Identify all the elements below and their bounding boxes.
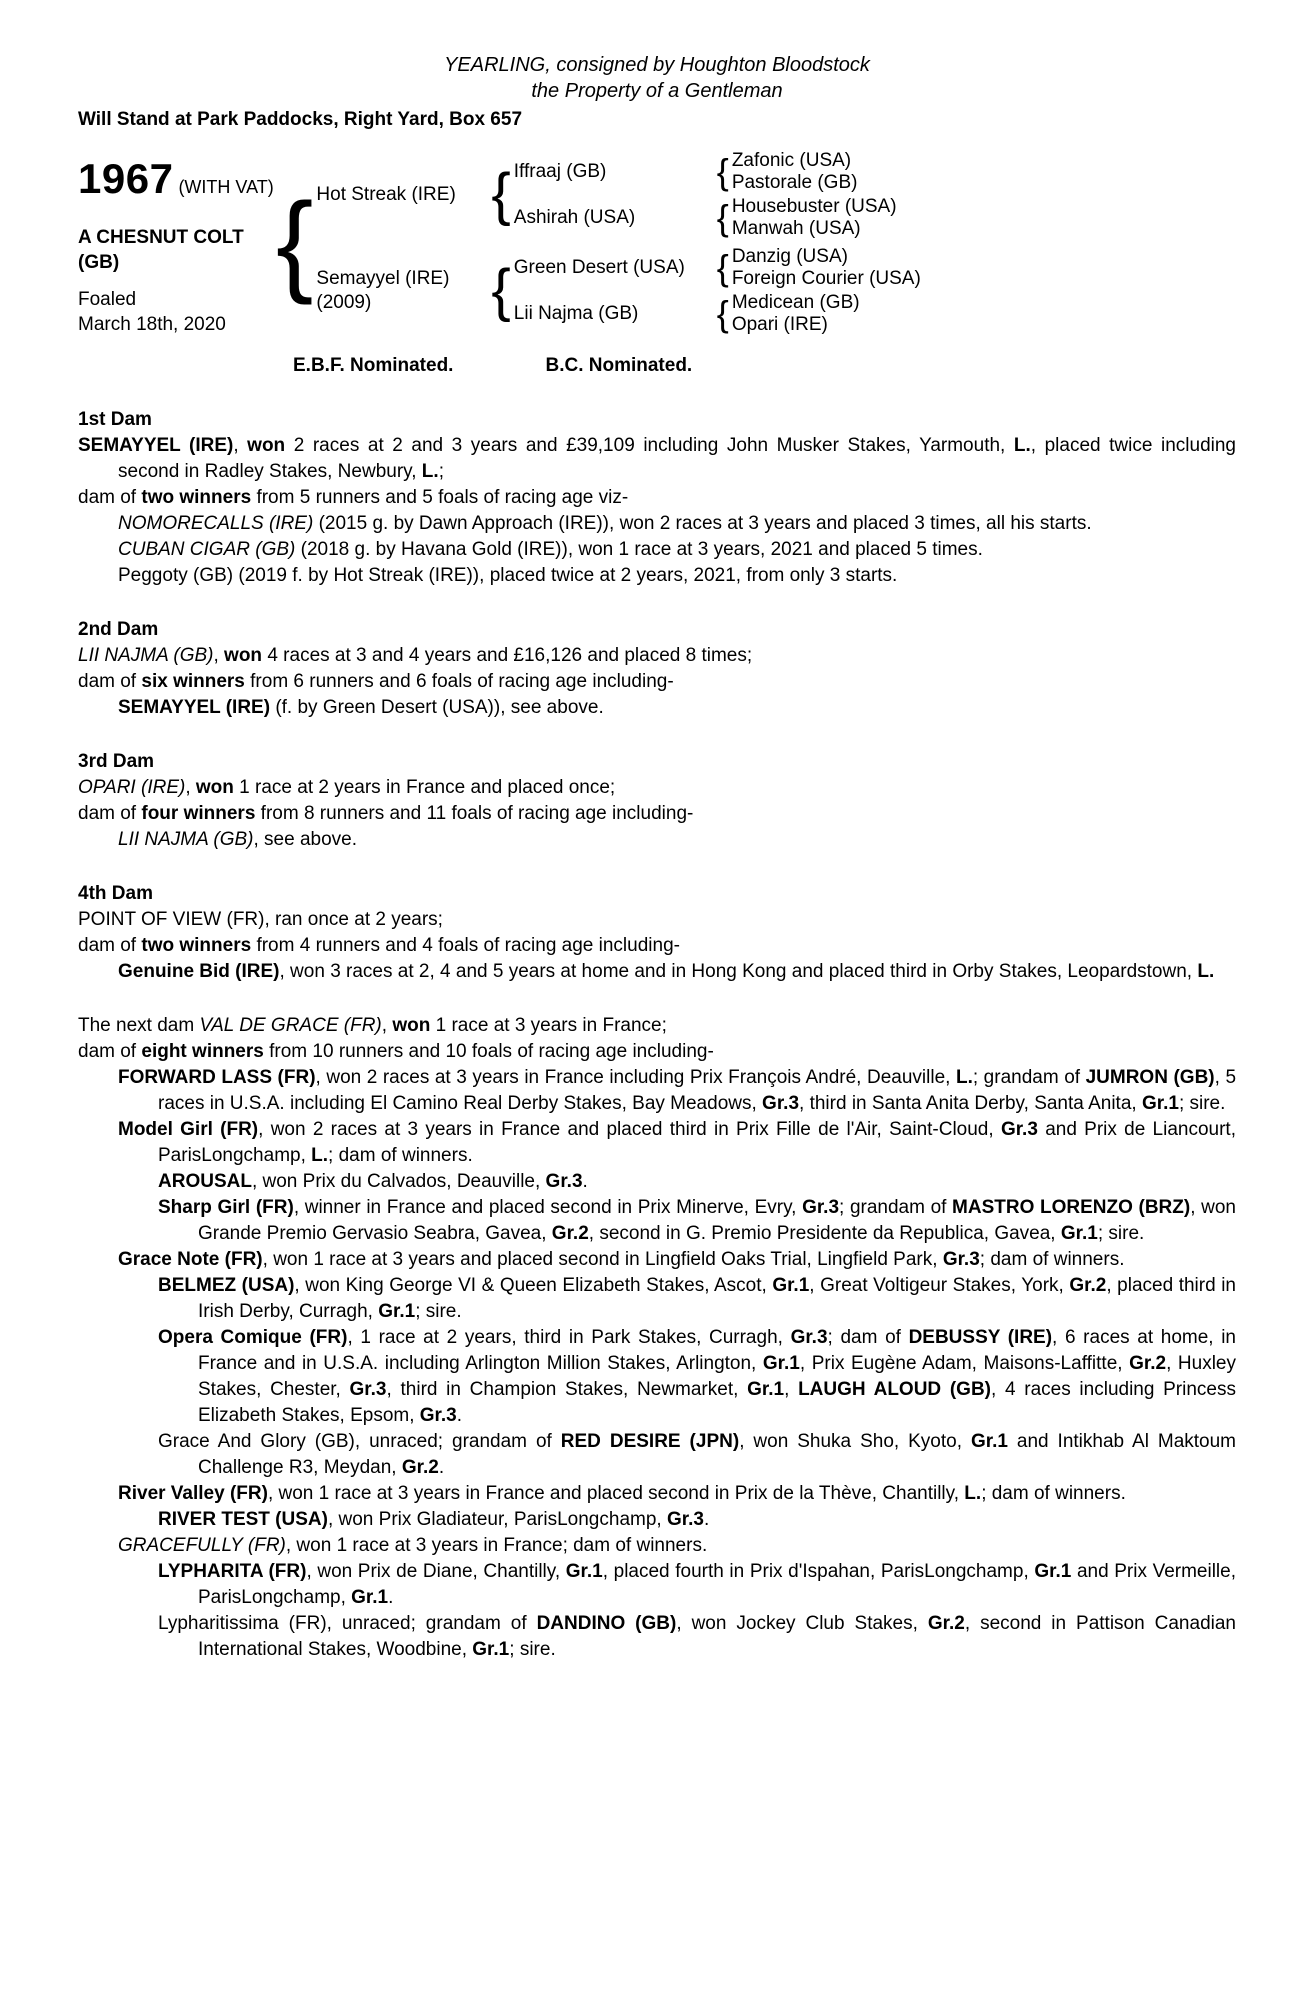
text-segment: , third in Champion Stakes, Newmarket, (386, 1379, 748, 1400)
text-segment: Gr.1 (1141, 1093, 1179, 1114)
sire-name: Hot Streak (IRE) (316, 184, 456, 205)
text-segment: ; grandam of (972, 1067, 1086, 1088)
text-segment: Gr.2 (401, 1457, 439, 1478)
text-segment: eight winners (141, 1041, 264, 1062)
text-segment: Grace And Glory (GB), unraced; grandam of (158, 1431, 561, 1452)
pedigree-paragraph (78, 1429, 1236, 1481)
text-segment: GRACEFULLY (FR) (118, 1535, 286, 1556)
pedigree-paragraph (78, 1247, 1236, 1273)
text-segment: (f. by Green Desert (USA)), see above. (270, 697, 604, 718)
text-segment: BELMEZ (USA) (158, 1275, 295, 1296)
text-segment: , 6 races at home, in France and in U.S.A. including Arlington Million Stakes, Arlington, (198, 1327, 1236, 1374)
sire-dam-name: Ashirah (USA) (513, 207, 636, 228)
text-segment: LII NAJMA (GB) (78, 645, 214, 666)
pedigree-paragraph (78, 959, 1236, 985)
pedigree-paragraph (78, 643, 1236, 669)
text-segment: , Great Voltigeur Stakes, York, (809, 1275, 1070, 1296)
text-segment: , 1 race at 2 years, third in Park Stakes, Curragh, (347, 1327, 791, 1348)
pedigree-paragraph (78, 695, 1236, 721)
pedigree-text (78, 407, 1236, 1663)
foaled-label: Foaled (78, 289, 137, 310)
text-segment: Gr.1 (970, 1431, 1008, 1452)
text-segment: Gr.1 (1060, 1223, 1098, 1244)
text-segment: RED DESIRE (JPN) (560, 1431, 740, 1452)
section-heading: 4th Dam (78, 883, 153, 904)
text-segment: SEMAYYEL (IRE) (78, 435, 234, 456)
text-segment: , Prix Eugène Adam, Maisons-Laffitte, (799, 1353, 1130, 1374)
text-segment: won (195, 777, 234, 798)
text-segment: Gr.1 (378, 1301, 416, 1322)
text-segment: Gr.1 (351, 1587, 389, 1608)
text-segment: Gr.3 (545, 1171, 583, 1192)
consignor-line: YEARLING, consigned by Houghton Bloodstock (444, 54, 870, 76)
dam-section (78, 1013, 1236, 1663)
text-segment: MASTRO LORENZO (BRZ) (952, 1197, 1191, 1218)
dam-sire-sire-name: Danzig (USA) (731, 246, 848, 267)
text-segment: 1 race at 3 years in France; (430, 1015, 667, 1036)
text-segment: , (233, 435, 248, 456)
text-segment: four winners (141, 803, 256, 824)
text-segment: , 4 races including Princess Elizabeth Stakes, Epsom, (198, 1379, 1236, 1426)
text-segment: 4 races at 3 and 4 years and £16,126 and placed 8 times; (262, 645, 753, 666)
text-segment: Gr.1 (565, 1561, 603, 1582)
text-segment: Sharp Girl (FR) (158, 1197, 294, 1218)
text-segment: six winners (141, 671, 245, 692)
text-segment: , 5 races in U.S.A. including El Camino Real Derby Stakes, Bay Meadows, (158, 1067, 1237, 1114)
property-line: the Property of a Gentleman (531, 80, 783, 102)
text-segment: ; dam of winners. (979, 1249, 1125, 1270)
text-segment: , won 3 races at 2, 4 and 5 years at home and in Hong Kong and placed third in Orby Stakes, Leopardstown, (279, 961, 1198, 982)
text-segment: RIVER TEST (USA) (158, 1509, 328, 1530)
text-segment: JUMRON (GB) (1085, 1067, 1215, 1088)
pedigree-paragraph (78, 1481, 1236, 1507)
text-segment: and Prix de Liancourt, ParisLongchamp, (158, 1119, 1236, 1166)
dam-section (78, 617, 1236, 721)
stand-location-line: Will Stand at Park Paddocks, Right Yard, Box 657 (78, 109, 523, 130)
ebf-nominated: E.B.F. Nominated. (293, 355, 454, 376)
text-segment: Gr.2 (1069, 1275, 1107, 1296)
text-segment: dam of (78, 935, 142, 956)
text-segment: , placed fourth in Prix d'Ispahan, ParisLongchamp, (602, 1561, 1035, 1582)
text-segment: ; dam of winners. (328, 1145, 473, 1166)
pedigree-paragraph (78, 801, 1236, 827)
text-segment: L. (311, 1145, 329, 1166)
text-segment: Gr.2 (927, 1613, 965, 1634)
text-segment: and Intikhab Al Maktoum Challenge R3, Meydan, (198, 1431, 1237, 1478)
text-segment: , won 1 race at 3 years in France and placed second in Prix de la Thève, Chantilly, (267, 1483, 965, 1504)
pedigree-paragraph (78, 433, 1236, 485)
text-segment: dam of (78, 1041, 142, 1062)
text-segment: , won 2 races at 3 years in France including Prix François André, Deauville, (315, 1067, 956, 1088)
text-segment: LYPHARITA (FR) (158, 1561, 307, 1582)
pedigree-paragraph (78, 563, 1236, 589)
section-heading: 1st Dam (78, 409, 152, 430)
text-segment: , won King George VI & Queen Elizabeth Stakes, Ascot, (294, 1275, 773, 1296)
text-segment: River Valley (FR) (118, 1483, 268, 1504)
text-segment: , third in Santa Anita Derby, Santa Anita, (799, 1093, 1142, 1114)
text-segment: L. (421, 461, 439, 482)
text-segment: Gr.3 (790, 1327, 828, 1348)
text-segment: , Huxley Stakes, Chester, (198, 1353, 1236, 1400)
text-segment: DANDINO (GB) (536, 1613, 677, 1634)
text-segment: from 6 runners and 6 foals of racing age including- (244, 671, 674, 692)
text-segment: The next dam (78, 1015, 200, 1036)
text-segment: , (784, 1379, 799, 1400)
text-segment: Gr.3 (349, 1379, 387, 1400)
text-segment: Genuine Bid (IRE) (118, 961, 280, 982)
text-segment: won (247, 435, 286, 456)
text-segment: won (392, 1015, 431, 1036)
text-segment: CUBAN CIGAR (GB) (118, 539, 296, 560)
text-segment: , (185, 777, 196, 798)
text-segment: . (388, 1587, 394, 1608)
dam-branch (316, 246, 949, 336)
text-segment: LAUGH ALOUD (GB) (798, 1379, 992, 1400)
text-segment: FORWARD LASS (FR) (118, 1067, 316, 1088)
text-segment: Gr.3 (419, 1405, 457, 1426)
lot-vat-note: (WITH VAT) (178, 177, 274, 197)
section-heading: 2nd Dam (78, 619, 159, 640)
pedigree-paragraph (78, 1507, 1236, 1533)
text-segment: ; sire. (415, 1301, 462, 1322)
pedigree-brace-main: { (276, 179, 314, 305)
text-segment: ; sire. (1178, 1093, 1226, 1114)
text-segment: from 10 runners and 10 foals of racing age including- (263, 1041, 714, 1062)
pedigree-paragraph (78, 1273, 1236, 1325)
text-segment: Gr.1 (762, 1353, 800, 1374)
dam-dam-name: Lii Najma (GB) (513, 303, 639, 324)
text-segment: VAL DE GRACE (FR) (199, 1015, 382, 1036)
text-segment: two winners (141, 487, 252, 508)
pedigree-paragraph (78, 669, 1236, 695)
bc-nominated: B.C. Nominated. (545, 355, 693, 376)
text-segment: , placed third in Irish Derby, Curragh, (198, 1275, 1236, 1322)
text-segment: Gr.3 (762, 1093, 800, 1114)
pedigree-paragraph (78, 907, 1236, 933)
pedigree-brace-sire-dam: { (716, 196, 729, 238)
text-segment: LII NAJMA (GB) (118, 829, 254, 850)
text-segment: dam of (78, 803, 142, 824)
pedigree-paragraph (78, 1533, 1236, 1559)
text-segment: , (213, 645, 225, 666)
pedigree-paragraph (78, 1169, 1236, 1195)
sire-sire-dam-name: Pastorale (GB) (731, 172, 858, 193)
sire-sire-branch (514, 150, 950, 194)
text-segment: L. (955, 1067, 973, 1088)
text-segment: Gr.1 (1034, 1561, 1072, 1582)
text-segment: ; (438, 461, 444, 482)
horse-description: A CHESNUT COLT (GB) (78, 227, 244, 273)
text-segment: Gr.3 (1000, 1119, 1038, 1140)
lot-line (78, 155, 273, 203)
dam-name-block (316, 267, 488, 315)
pedigree-paragraph (78, 1611, 1236, 1663)
text-segment: Gr.2 (551, 1223, 589, 1244)
nominations-line (78, 353, 1236, 379)
pedigree-paragraph (78, 827, 1236, 853)
sire-dam-dam-name: Manwah (USA) (731, 218, 861, 239)
text-segment: Gr.3 (666, 1509, 704, 1530)
text-segment: 2 races at 2 and 3 years and £39,109 including John Musker Stakes, Yarmouth, (285, 435, 1014, 456)
text-segment: , won Shuka Sho, Kyoto, (739, 1431, 971, 1452)
text-segment: , placed twice including second in Radley Stakes, Newbury, (118, 435, 1236, 482)
pedigree-paragraph (78, 1117, 1236, 1169)
text-segment: (2015 g. by Dawn Approach (IRE)), won 2 races at 3 years and placed 3 times, all his starts. (313, 513, 1092, 534)
sire-dam-branch (514, 196, 950, 240)
text-segment: Gr.1 (772, 1275, 810, 1296)
text-segment: NOMORECALLS (IRE) (118, 513, 314, 534)
dam-dam-dam-name: Opari (IRE) (731, 314, 828, 335)
pedigree-paragraph (78, 537, 1236, 563)
text-segment: Peggoty (GB) (2019 f. by Hot Streak (IRE)), placed twice at 2 years, 2021, from only 3 starts. (118, 565, 898, 586)
text-segment: . (582, 1171, 588, 1192)
dam-section (78, 749, 1236, 853)
text-segment: Gr.1 (472, 1639, 510, 1660)
text-segment: ; dam of winners. (981, 1483, 1126, 1504)
text-segment: ; dam of (827, 1327, 909, 1348)
text-segment: Opera Comique (FR) (158, 1327, 348, 1348)
text-segment: , (381, 1015, 393, 1036)
sire-sire-sire-name: Zafonic (USA) (731, 150, 852, 171)
text-segment: Gr.3 (942, 1249, 980, 1270)
text-segment: , won Prix Gladiateur, ParisLongchamp, (327, 1509, 667, 1530)
text-segment: , won Prix de Diane, Chantilly, (306, 1561, 566, 1582)
text-segment: . (456, 1405, 463, 1426)
text-segment: AROUSAL (158, 1171, 252, 1192)
text-segment: Grace Note (FR) (118, 1249, 263, 1270)
text-segment: Gr.3 (802, 1197, 840, 1218)
sire-branch (316, 150, 949, 240)
lot-number: 1967 (78, 155, 174, 202)
pedigree-paragraph (78, 485, 1236, 511)
pedigree-paragraph (78, 775, 1236, 801)
text-segment: , second in G. Premio Presidente da Republica, Gavea, (588, 1223, 1061, 1244)
dam-name: Semayyel (IRE) (316, 268, 450, 289)
dam-dam-branch (514, 292, 950, 336)
pedigree-brace-dam-dam: { (716, 292, 729, 334)
text-segment: Model Girl (FR) (118, 1119, 259, 1140)
pedigree-paragraph (78, 1013, 1236, 1039)
text-segment: Gr.2 (1129, 1353, 1167, 1374)
text-segment: Lypharitissima (FR), unraced; grandam of (158, 1613, 537, 1634)
pedigree-paragraph (78, 1039, 1236, 1065)
dam-section (78, 881, 1236, 985)
text-segment: , won Prix du Calvados, Deauville, (251, 1171, 546, 1192)
text-segment: , second in Pattison Canadian International Stakes, Woodbine, (198, 1613, 1236, 1660)
text-segment: . (438, 1457, 445, 1478)
sire-sire-name: Iffraaj (GB) (513, 161, 607, 182)
text-segment: , won 1 race at 3 years in France; dam of winners. (285, 1535, 708, 1556)
text-segment: , won Grande Premio Gervasio Seabra, Gavea, (198, 1197, 1236, 1244)
pedigree-brace-dam: { (491, 257, 511, 323)
text-segment: and Prix Vermeille, ParisLongchamp, (198, 1561, 1237, 1608)
text-segment: L. (1197, 961, 1215, 982)
text-segment: dam of (78, 487, 142, 508)
text-segment: dam of (78, 671, 142, 692)
text-segment: ; grandam of (839, 1197, 953, 1218)
pedigree-paragraph (78, 1325, 1236, 1429)
lot-info-block (78, 149, 273, 337)
text-segment: , won 2 races at 3 years in France and placed third in Prix Fille de l'Air, Saint-Cloud, (258, 1119, 1001, 1140)
dam-sire-name: Green Desert (USA) (513, 257, 685, 278)
text-segment: (2018 g. by Havana Gold (IRE)), won 1 race at 3 years, 2021 and placed 5 times. (295, 539, 983, 560)
text-segment: , won 1 race at 3 years and placed second in Lingfield Oaks Trial, Lingfield Park, (262, 1249, 943, 1270)
dam-dam-sire-name: Medicean (GB) (731, 292, 860, 313)
text-segment: , winner in France and placed second in Prix Minerve, Evry, (293, 1197, 803, 1218)
sire-dam-sire-name: Housebuster (USA) (731, 196, 897, 217)
text-segment: , won Jockey Club Stakes, (676, 1613, 928, 1634)
pedigree-paragraph (78, 1065, 1236, 1117)
foaled-date: March 18th, 2020 (78, 314, 226, 335)
pedigree-brace-dam-sire: { (716, 246, 729, 288)
text-segment: ; sire. (1097, 1223, 1145, 1244)
text-segment: OPARI (IRE) (78, 777, 186, 798)
text-segment: from 4 runners and 4 foals of racing age including- (251, 935, 680, 956)
text-segment: from 5 runners and 5 foals of racing age viz- (251, 487, 629, 508)
pedigree-paragraph (78, 1195, 1236, 1247)
pedigree-paragraph (78, 933, 1236, 959)
dam-sire-branch (514, 246, 950, 290)
section-heading: 3rd Dam (78, 751, 155, 772)
text-segment: . (703, 1509, 710, 1530)
text-segment: , see above. (253, 829, 358, 850)
text-segment: two winners (141, 935, 252, 956)
pedigree-brace-sire: { (491, 161, 511, 227)
dam-year: (2009) (316, 292, 372, 313)
dam-sire-dam-name: Foreign Courier (USA) (731, 268, 921, 289)
text-segment: Gr.1 (747, 1379, 785, 1400)
pedigree-paragraph (78, 511, 1236, 537)
text-segment: 1 race at 2 years in France and placed once; (233, 777, 616, 798)
text-segment: L. (1013, 435, 1031, 456)
text-segment: L. (964, 1483, 982, 1504)
text-segment: POINT OF VIEW (FR), ran once at 2 years; (78, 909, 443, 930)
text-segment: DEBUSSY (IRE) (908, 1327, 1053, 1348)
text-segment: SEMAYYEL (IRE) (118, 697, 271, 718)
pedigree-paragraph (78, 1559, 1236, 1611)
pedigree-brace-sire-sire: { (716, 150, 729, 192)
pedigree-tree (273, 150, 950, 336)
pedigree-table (78, 149, 1236, 337)
text-segment: from 8 runners and 11 foals of racing age including- (255, 803, 694, 824)
text-segment: ; sire. (509, 1639, 556, 1660)
dam-section (78, 407, 1236, 589)
text-segment: won (224, 645, 263, 666)
